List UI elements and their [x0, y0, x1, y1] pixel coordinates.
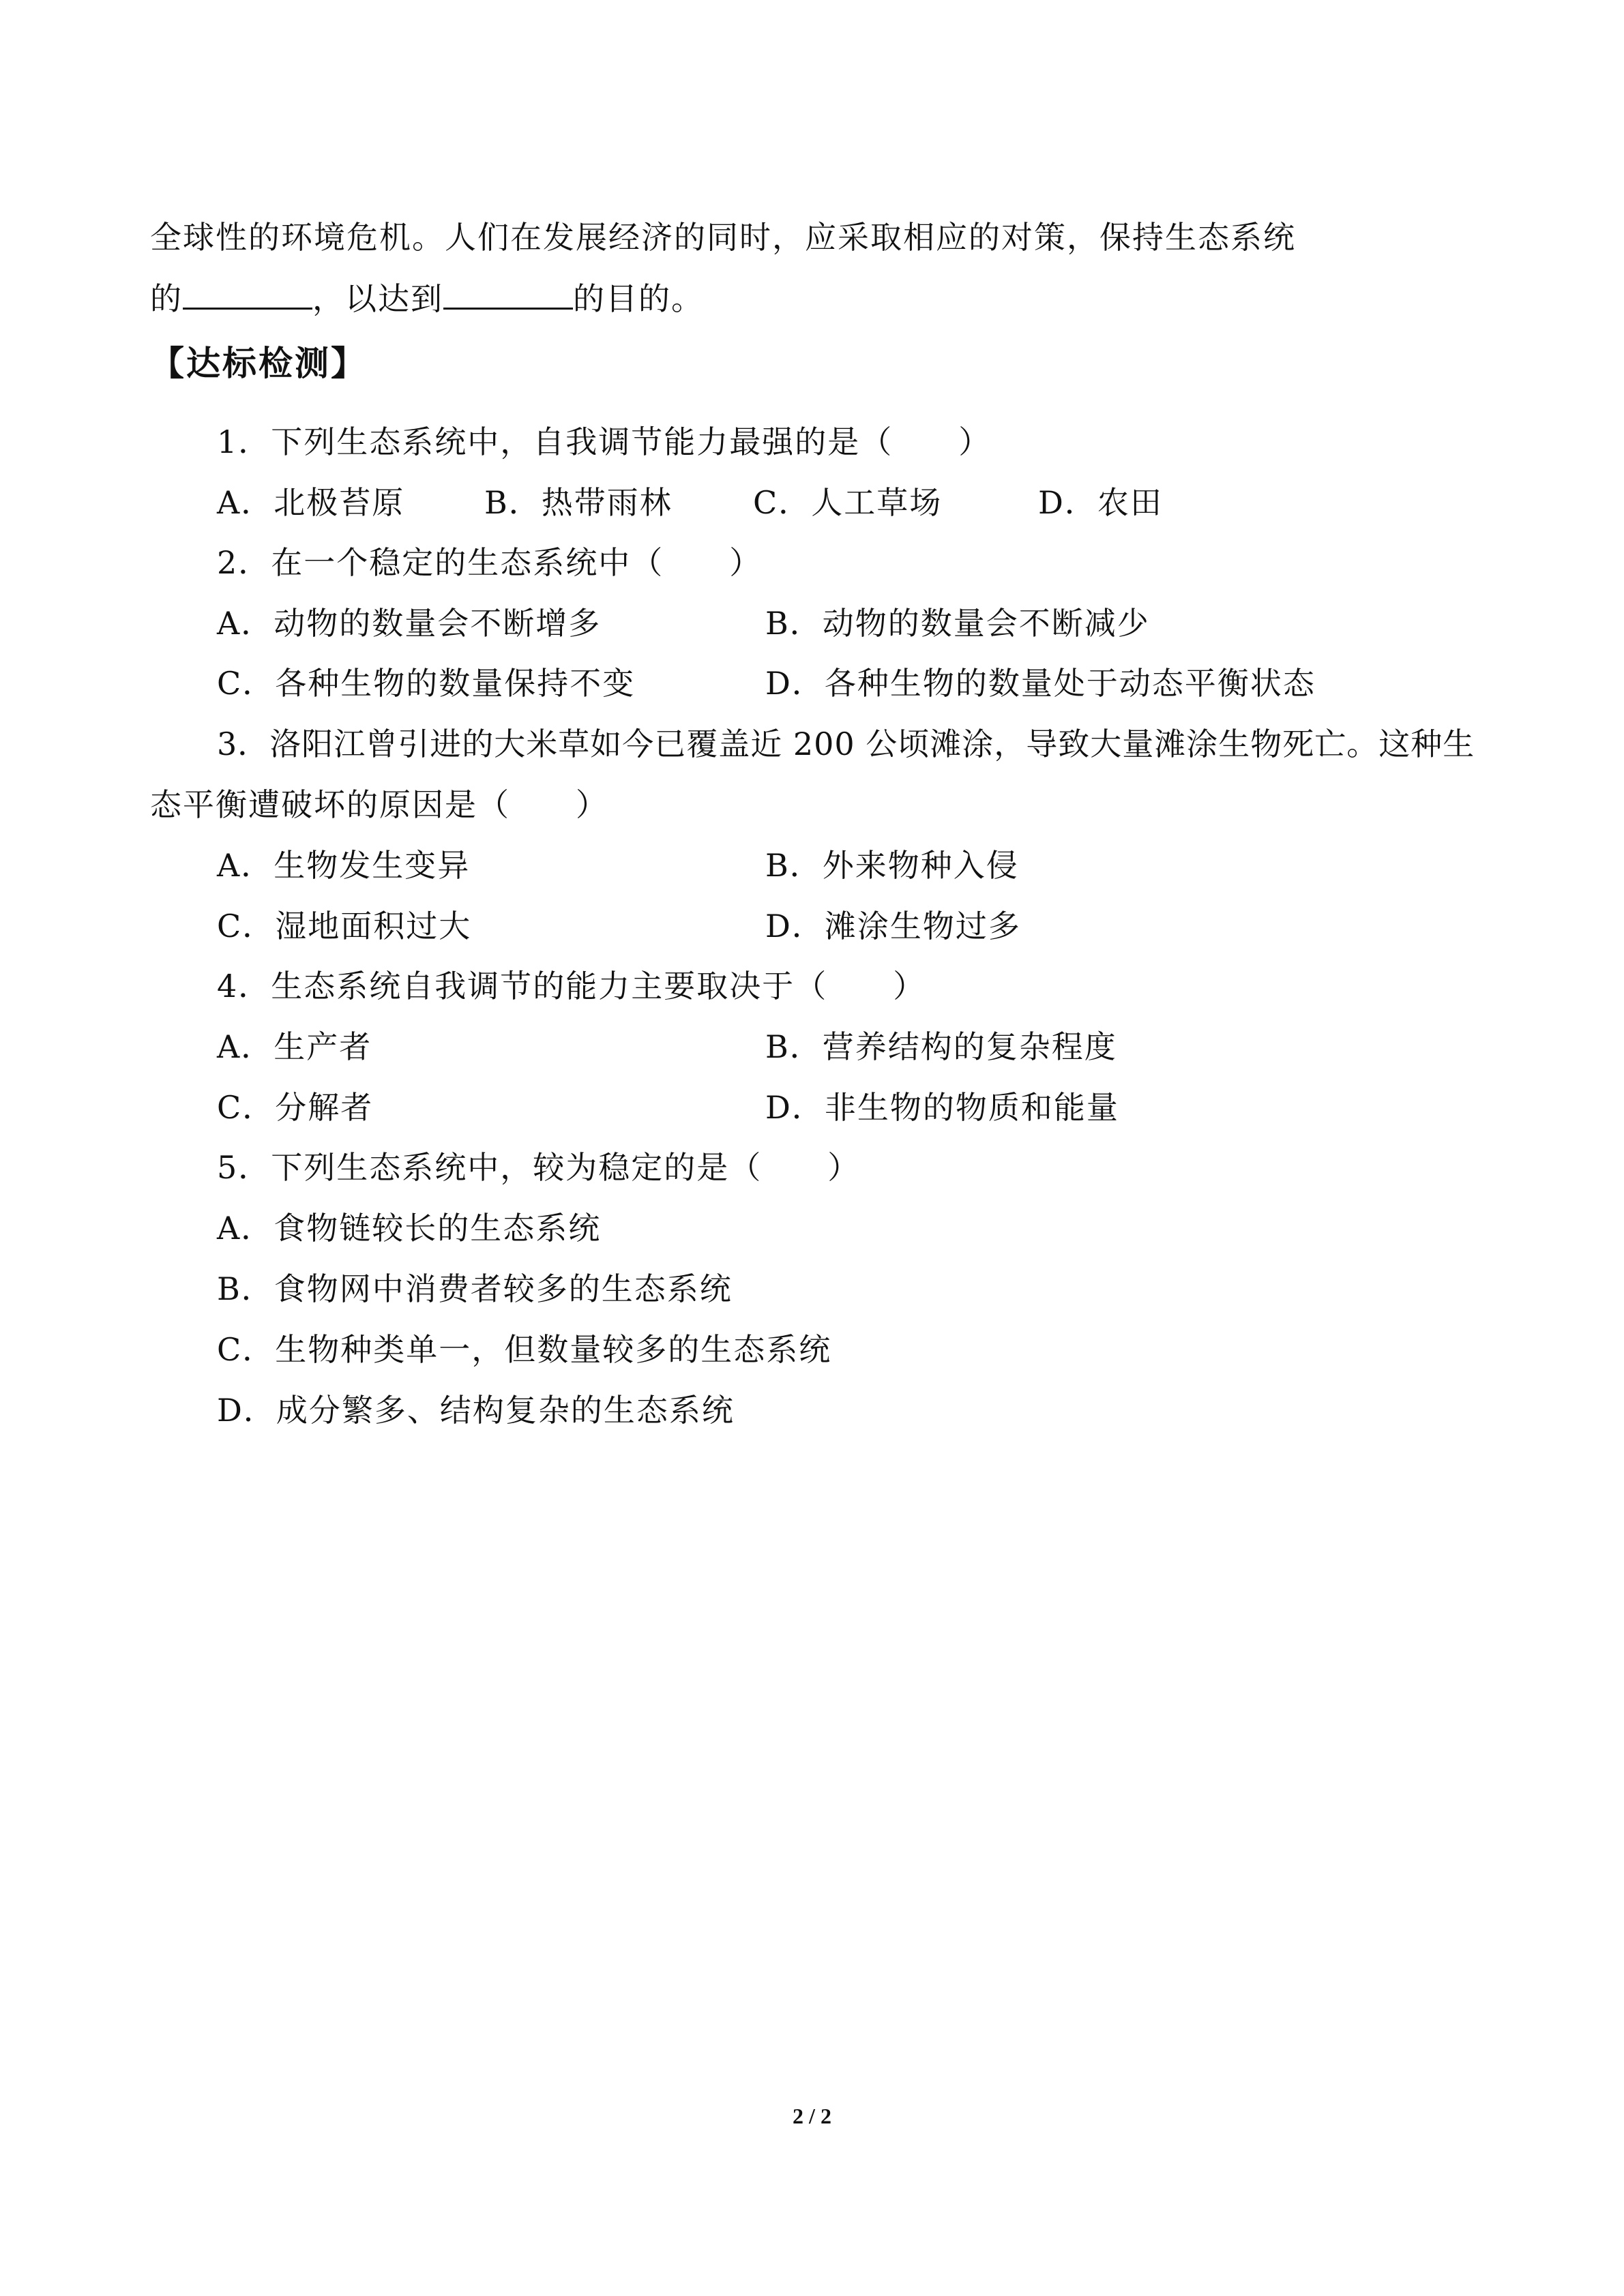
q3-option-c: C．湿地面积过大: [217, 908, 472, 944]
question-4-stem: 4．生态系统自我调节的能力主要取决于（ ）: [217, 968, 926, 1004]
q2-option-c: C．各种生物的数量保持不变: [217, 665, 636, 702]
fill-blank-2: [443, 278, 573, 310]
page-number: 2 / 2: [793, 2104, 831, 2128]
fill-blank-1: [183, 278, 312, 310]
q3-option-a: A．生物发生变异: [217, 847, 471, 884]
q1-option-b: B．热带雨林: [484, 484, 673, 521]
question-3-stem-line-2: 态平衡遭破坏的原因是（ ）: [150, 786, 608, 823]
intro-text-1: 全球性的环境危机。人们在发展经济的同时，应采取相应的对策，保持生态系统: [150, 219, 1296, 256]
intro-text-2b: ，以达到: [312, 280, 443, 317]
section-title: 【达标检测】: [150, 344, 367, 383]
q4-option-d: D．非生物的物质和能量: [765, 1089, 1119, 1126]
q3-option-b: B．外来物种入侵: [765, 847, 1019, 884]
intro-line-1: [150, 217, 1296, 258]
q1-option-a: A．北极苔原: [217, 484, 405, 521]
q2-option-b: B．动物的数量会不断减少: [765, 605, 1150, 642]
q3-option-d: D．滩涂生物过多: [765, 908, 1021, 944]
question-2-stem: 2．在一个稳定的生态系统中（ ）: [217, 544, 763, 581]
question-2-options-row-2: [217, 663, 1316, 704]
q4-option-c: C．分解者: [217, 1089, 374, 1126]
question-2-options-row-1: [217, 603, 1150, 644]
q5-option-a: A．食物链较长的生态系统: [217, 1210, 602, 1247]
q1-option-d: D．农田: [1038, 484, 1163, 521]
intro-line-2: [150, 278, 704, 319]
intro-text-2c: 的目的。: [573, 280, 704, 317]
q2-option-a: A．动物的数量会不断增多: [217, 605, 602, 642]
q4-option-b: B．营养结构的复杂程度: [765, 1028, 1117, 1065]
q1-option-c: C．人工草场: [753, 484, 943, 521]
question-4-options-row-1: [217, 1026, 1117, 1067]
q4-option-a: A．生产者: [217, 1028, 372, 1065]
question-4-options-row-2: [217, 1087, 1119, 1128]
q2-option-d: D．各种生物的数量处于动态平衡状态: [765, 665, 1316, 702]
question-3-options-row-2: [217, 906, 1021, 946]
question-5-stem: 5．下列生态系统中，较为稳定的是（ ）: [217, 1149, 861, 1186]
question-3-options-row-1: [217, 845, 1019, 886]
q5-option-d: D．成分繁多、结构复杂的生态系统: [217, 1392, 735, 1429]
intro-text-2a: 的: [150, 280, 183, 317]
question-1-options: [217, 482, 1163, 523]
q5-option-b: B．食物网中消费者较多的生态系统: [217, 1270, 733, 1307]
question-3-stem-line-1: 3．洛阳江曾引进的大米草如今已覆盖近 200 公顷滩涂，导致大量滩涂生物死亡。这种生: [217, 726, 1475, 762]
q5-option-c: C．生物种类单一，但数量较多的生态系统: [217, 1331, 832, 1368]
question-1-stem: 1．下列生态系统中，自我调节能力最强的是（ ）: [217, 423, 992, 460]
